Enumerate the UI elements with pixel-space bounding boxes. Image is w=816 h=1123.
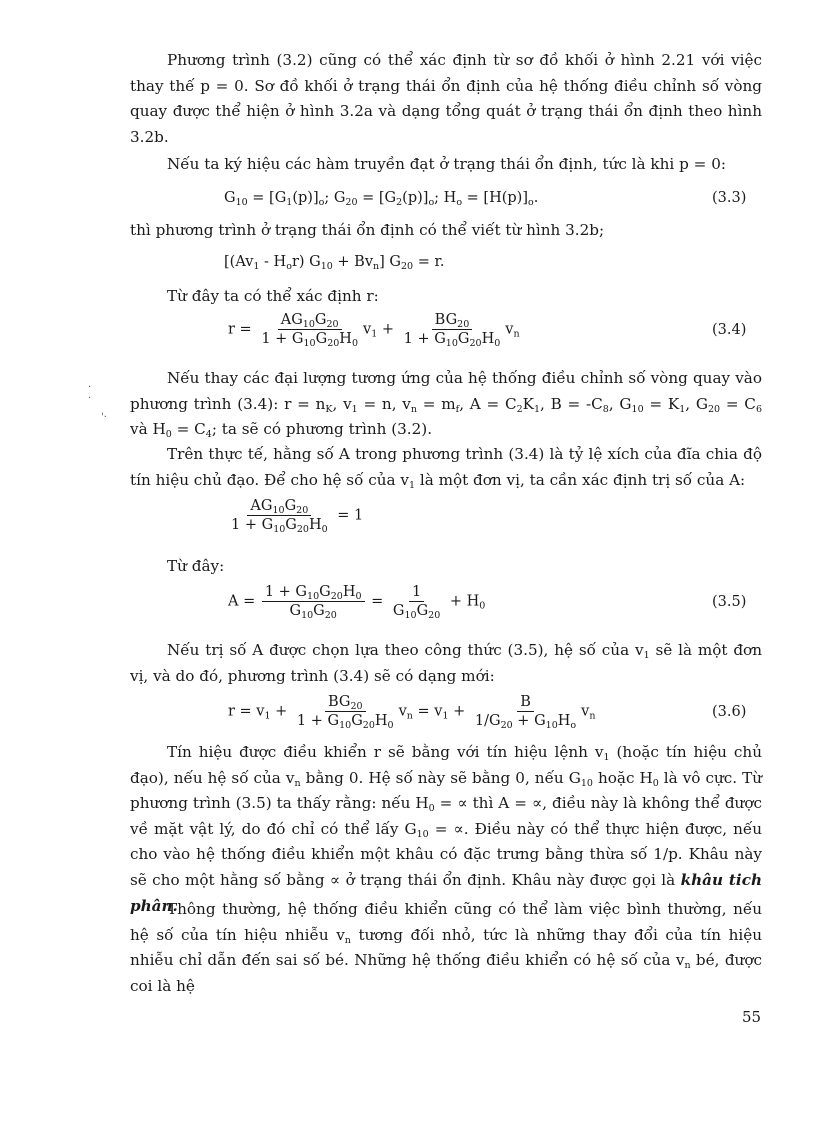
equation-3-6: $r = v_1$ + $\frac{BG_{20}}{1 + G_{10}G_{20}H_0}$ $v_n = v_1$ + $\frac{B}{1/G_{20} + G_{10}H_o}$ $v_n$ — [228, 694, 596, 731]
fraction: $\frac{1 + G_{10}G_{20}H_0}{G_{10}G_{20}}$ — [262, 584, 365, 619]
paragraph-from-here-text: Từ đây: — [167, 557, 225, 575]
paragraph-from-here — [130, 554, 762, 580]
fraction: $\frac{1}{G_{10}G_{20}}$ — [392, 584, 441, 621]
integral-element-term: khâu tich phân. — [130, 870, 762, 915]
equation-number-3-5: (3.5) — [712, 594, 747, 610]
equation-3-5: A = $\frac{1 + G_{10}G_{20}H_0}{G_{10}G_{20}}$ = $\frac{1}{G_{10}G_{20}}$ + $H_0$ — [228, 584, 486, 621]
equation-number-3-4: (3.4) — [712, 322, 747, 338]
paragraph-intro — [130, 48, 762, 150]
margin-mark: · — [88, 393, 92, 404]
paragraph-definition — [130, 152, 762, 178]
equation-number-3-6: (3.6) — [712, 704, 747, 720]
paragraph-integral-element: Tín hiệu được điều khiển r sẽ bằng với tín hiệu lệnh $v_1$ (hoặc tín hiệu chủ đạo), nếu hệ số của $v_n$ bằng 0. Hệ số này sẽ bằng 0, nếu $G_{10}$ hoặc $H_0$ là vô cực. Từ phương trình (3.5) ta thấy rằng: nếu $H_0$ = ∝ thì A = ∝, điều này là không thể được về mặt vật lý, do đó chỉ có thể lấy $G_{10}$ = ∝. Điều này có thể thực hiện được, nếu cho vào hệ thống điều khiển một khâu có đặc trưng bằng thừa số 1/p. Khâu này sẽ cho một hằng số bằng ∝ ở trạng thái ổn định. Khâu này được gọi là khâu tich phân. — [130, 743, 763, 915]
fraction: $\frac{AG_{10}G_{20}}{1 + G_{10}G_{20}H_0}$ — [231, 498, 328, 535]
paragraph-noise-coefficient: Thông thường, hệ thống điều khiển cũng có thể làm việc bình thường, nếu hệ số của tín hiệu nhiễu $v_n$ tương đối nhỏ, tức là những thay đổi của tín hiệu nhiễu chỉ dẫn đến sai số bé. Những hệ thống điều khiển có hệ số của $v_n$ bé, được coi là hệ — [130, 900, 762, 995]
equation-unity: $\frac{AG_{10}G_{20}}{1 + G_{10}G_{20}H_0}$ = 1 — [226, 498, 363, 533]
equation-3-3: $G_{10} = [G_1(p)]_o$; $G_{20} = [G_2(p)]_o$; $H_o = [H(p)]_o$. — [224, 190, 539, 208]
page-number: 55 — [742, 1008, 762, 1026]
fraction: $\frac{BG_{20}}{1 + G_{10}G_{20}H_0}$ — [403, 312, 501, 349]
equation-number-3-3: (3.3) — [712, 190, 747, 206]
equation-3-4: r = $\frac{AG_{10}G_{20}}{1 + G_{10}G_{20}H_0}$ $v_1$ + $\frac{BG_{20}}{1 + G_{10}G_{20}H_0}$ $v_n$ — [228, 312, 520, 349]
paragraph-new-form: Nếu trị số A được chọn lựa theo công thức (3.5), hệ số của $v_1$ sẽ là một đơn vị, và do đó, phương trình (3.4) sẽ có dạng mới: — [130, 641, 762, 685]
fraction: $\frac{BG_{20}}{1 + G_{10}G_{20}H_0}$ — [296, 694, 394, 731]
paragraph-determine-r-text: Từ đây ta có thể xác định r: — [167, 287, 379, 305]
paragraph-determine-r — [130, 284, 762, 310]
paragraph-scale-factor: Trên thực tế, hằng số A trong phương trình (3.4) là tỷ lệ xích của đĩa chia độ tín hiệu chủ đạo. Để cho hệ số của $v_1$ là một đơn vị, ta cần xác định trị số của A: — [130, 445, 762, 491]
margin-mark: '· — [101, 412, 107, 423]
fraction: $\frac{AG_{10}G_{20}}{1 + G_{10}G_{20}H_0}$ — [261, 312, 358, 349]
paragraph-substitution: Nếu thay các đại lượng tương ứng của hệ thống điều chỉnh số vòng quay vào phương trình (3.4): $r = n_K$, $v_1 = n$, $v_n = m_f$, $A = C_2K_1$, $B = -C_8$, $G_{10} = K_1$, $G_{20} = C_6$ và $H_0 = C_4$; ta sẽ có phương trình (3.2). — [130, 369, 762, 441]
margin-mark: · — [88, 382, 92, 393]
fraction: $\frac{B}{1/G_{20} + G_{10}H_o}$ — [474, 694, 577, 731]
paragraph-intro-text: Phương trình (3.2) cũng có thể xác định từ sơ đồ khối ở hình 2.21 với việc thay thế p = 0. Sơ đồ khối ở trạng thái ổn định của hệ thống điều chỉnh số vòng quay được thể hiện ở hình 3.2a và dạng tổng quát ở trạng thái ổn định theo hình 3.2b. — [130, 51, 762, 146]
paragraph-definition-text: Nếu ta ký hiệu các hàm truyền đạt ở trạng thái ổn định, tức là khi p = 0: — [167, 155, 726, 173]
paragraph-steady-state: thì phương trình ở trạng thái ổn định có thể viết từ hình 3.2b; — [130, 221, 605, 239]
equation-steady-state: $[(Av_1 - H_or) G_{10} + Bv_n] G_{20} = r$. — [224, 254, 445, 272]
